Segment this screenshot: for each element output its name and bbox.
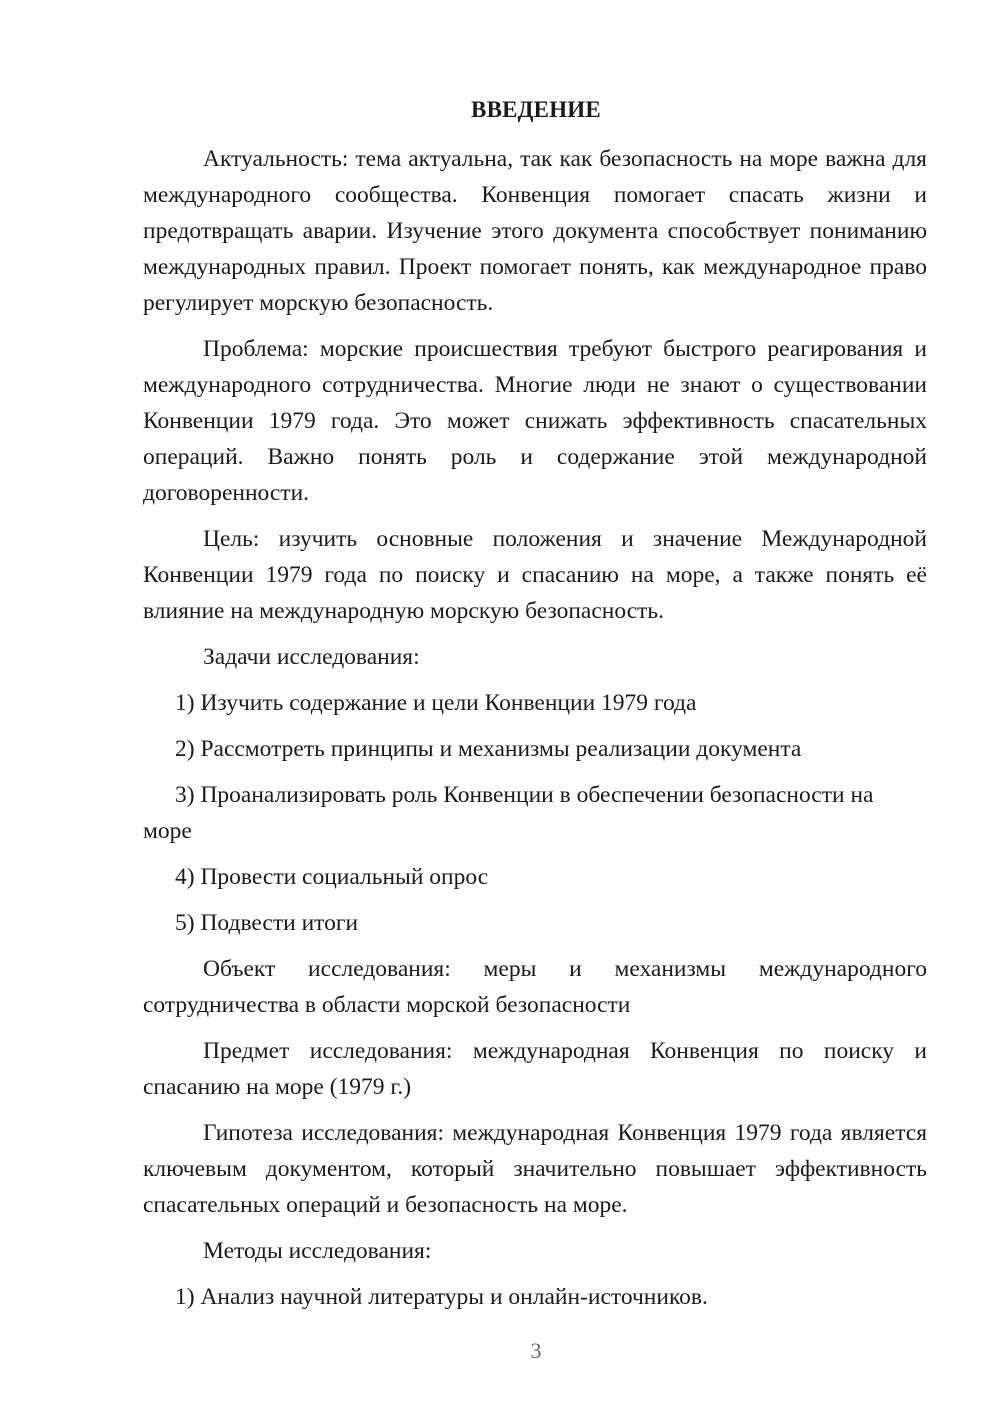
- problem-paragraph: Проблема: морские происшествия требуют быстрого реагирования и международного сотрудничества. Многие люди не знают о существовании Конвенции 1979 года. Это может снижать эффективность спасательных операций. Важно понять роль и содержание этой международной договоренности.: [143, 336, 927, 506]
- relevance-paragraph: Актуальность: тема актуальна, так как безопасность на море важна для международного сообщества. Конвенция помогает спасать жизни и предотвращать аварии. Изучение этого документа способствует пониманию международных правил. Проект помогает понять, как международное право регулирует морскую безопасность.: [143, 146, 927, 316]
- object-paragraph: Объект исследования: меры и механизмы международного сотрудничества в области морской безопасности: [143, 956, 927, 1018]
- page-number: 3: [530, 1338, 542, 1363]
- goal-paragraph: Цель: изучить основные положения и значение Международной Конвенции 1979 года по поиску и спасанию на море, а также понять её влияние на международную морскую безопасность.: [143, 526, 927, 624]
- task-item: 5) Подвести итоги: [175, 910, 359, 936]
- task-item: 2) Рассмотреть принципы и механизмы реализации документа: [175, 736, 802, 762]
- method-item: 1) Анализ научной литературы и онлайн-источников.: [175, 1284, 708, 1310]
- subject-paragraph: Предмет исследования: международная Конвенция по поиску и спасанию на море (1979 г.): [143, 1038, 927, 1100]
- hypothesis-paragraph: Гипотеза исследования: международная Конвенция 1979 года является ключевым документом, который значительно повышает эффективность спасательных операций и безопасность на море.: [143, 1120, 927, 1218]
- document-body: [143, 141, 927, 1325]
- task-item: 3) Проанализировать роль Конвенции в обеспечении безопасности на море: [143, 782, 874, 844]
- task-item: 4) Провести социальный опрос: [175, 864, 489, 890]
- methods-heading: Методы исследования:: [203, 1238, 432, 1264]
- page-heading: ВВЕДЕНИЕ: [471, 97, 601, 122]
- tasks-heading: Задачи исследования:: [203, 644, 420, 670]
- task-item: 1) Изучить содержание и цели Конвенции 1979 года: [175, 690, 697, 716]
